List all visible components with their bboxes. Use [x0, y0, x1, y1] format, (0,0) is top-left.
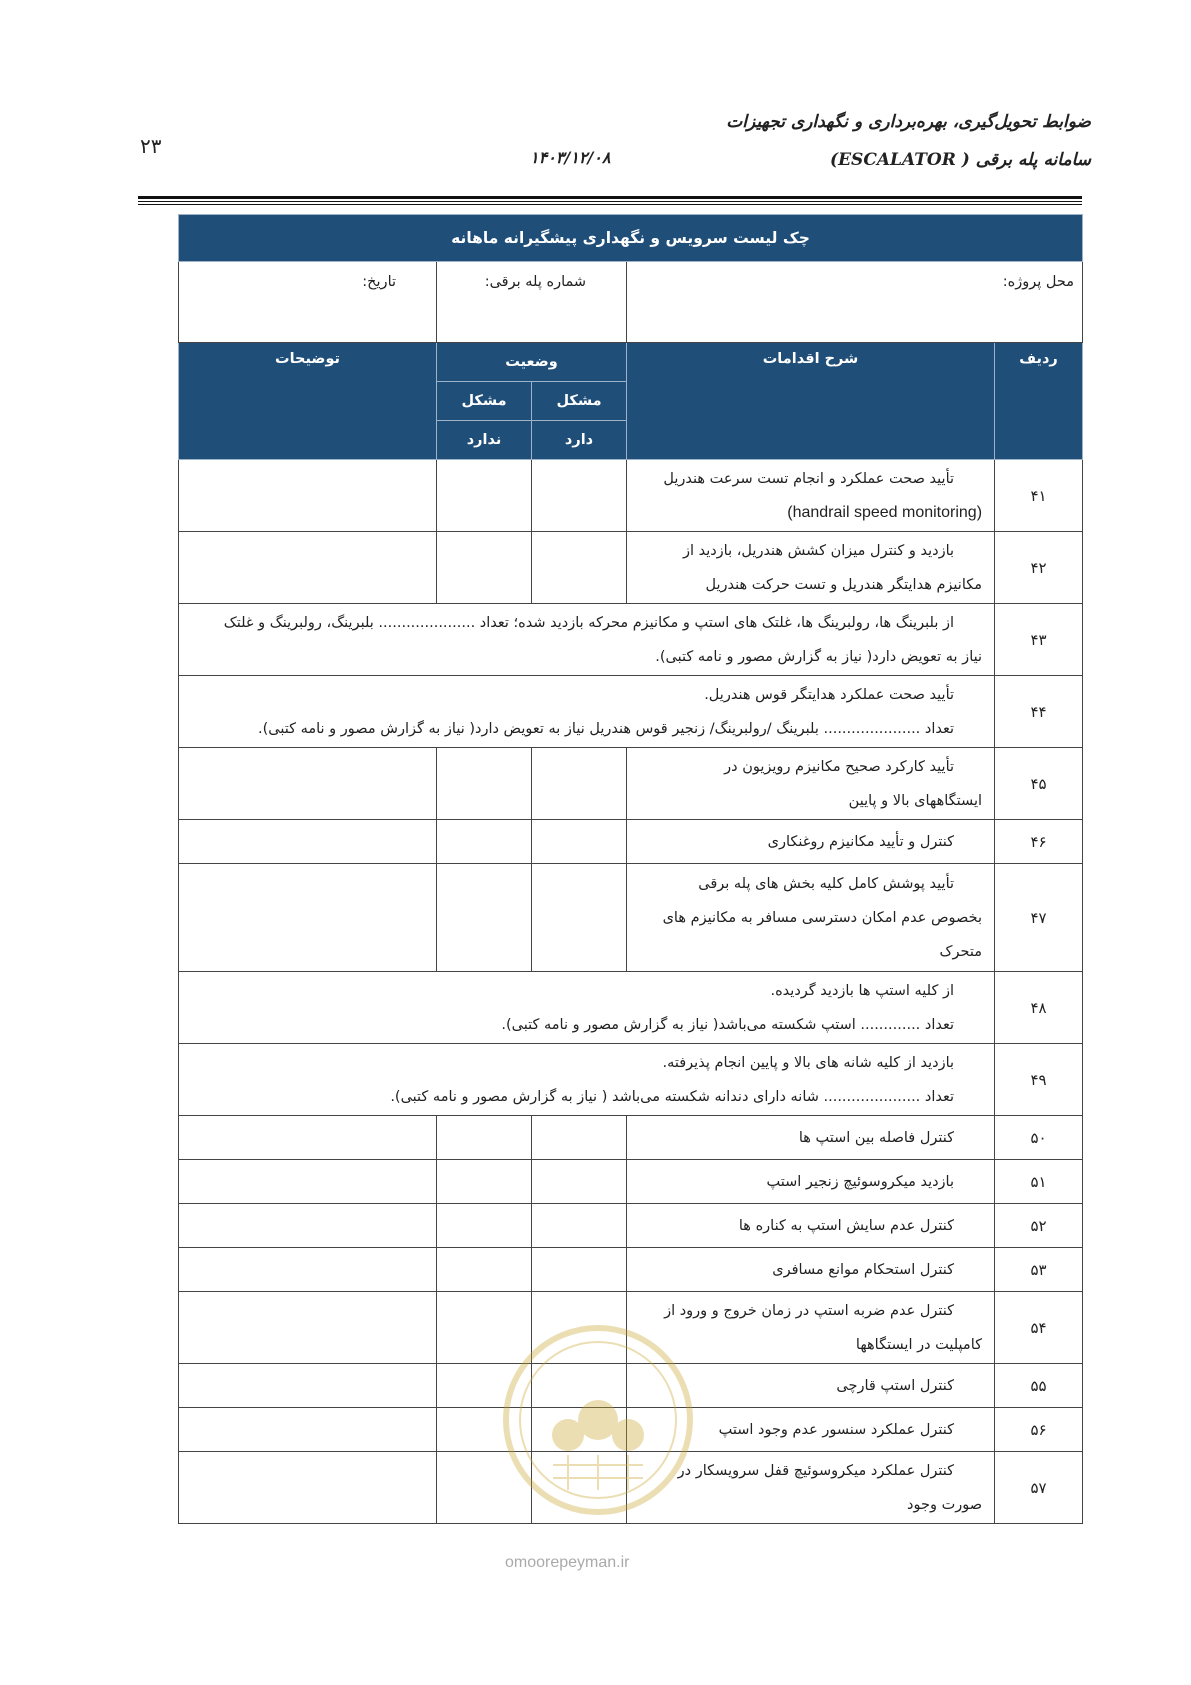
row-description-line: کنترل استپ قارچی: [836, 1377, 955, 1394]
row-description: [627, 864, 995, 972]
row-description-line: از کلیه استپ ها بازدید گردیده.: [770, 982, 955, 999]
row-description-line: نیاز به تعویض دارد( نیاز به گزارش مصور و نامه کتبی).: [655, 648, 983, 665]
row-description: [179, 1044, 995, 1116]
notes-cell[interactable]: [179, 1248, 437, 1292]
status-has-problem-cell[interactable]: [532, 1248, 627, 1292]
watermark-seal-icon: [498, 1320, 698, 1520]
table-row: [179, 1248, 1083, 1292]
row-description-line: بخصوص عدم امکان دسترسی مسافر به مکانیزم های: [662, 909, 983, 926]
status-has-problem-cell[interactable]: [532, 460, 627, 532]
table-row: [179, 1204, 1083, 1248]
row-number: ۴۱: [995, 460, 1083, 532]
notes-cell[interactable]: [179, 532, 437, 604]
header-rule-thin-2: [138, 204, 1082, 205]
row-number: ۴۵: [995, 748, 1083, 820]
row-number: ۵۷: [995, 1452, 1083, 1524]
row-number: ۴۷: [995, 864, 1083, 972]
status-no-problem-cell[interactable]: [437, 1248, 532, 1292]
status-has-problem-cell[interactable]: [532, 820, 627, 864]
row-number: ۴۸: [995, 972, 1083, 1044]
notes-cell[interactable]: [179, 1204, 437, 1248]
table-row: [179, 1044, 1083, 1116]
row-description-line: تأیید صحت عملکرد هدایتگر قوس هندریل.: [704, 686, 955, 703]
col-notes-header: توضیحات: [179, 343, 437, 460]
status-no-problem-cell[interactable]: [437, 1204, 532, 1248]
row-number: ۵۶: [995, 1408, 1083, 1452]
escalator-number-label: شماره پله برقی:: [437, 262, 627, 343]
row-description-line: تأیید پوشش کامل کلیه بخش های پله برقی: [698, 875, 955, 892]
notes-cell[interactable]: [179, 1160, 437, 1204]
row-number: ۵۴: [995, 1292, 1083, 1364]
row-description-line: متحرک: [939, 943, 983, 960]
row-description-line: کنترل عملکرد میکروسوئیچ قفل سرویسکار در: [677, 1462, 955, 1479]
table-row: [179, 972, 1083, 1044]
col-description-header: شرح اقدامات: [627, 343, 995, 460]
row-description: [627, 1160, 995, 1204]
row-description-line: تعداد ..................... شانه دارای دندانه شکسته می‌باشد ( نیاز به گزارش مصور و نامه کتبی).: [390, 1088, 955, 1105]
col-status-header: وضعیت: [437, 343, 627, 382]
row-description-line: کنترل و تأیید مکانیزم روغنکاری: [767, 833, 955, 850]
row-description-line: صورت وجود: [907, 1496, 983, 1513]
col-row-header: ردیف: [995, 343, 1083, 460]
status-no-problem-cell[interactable]: [437, 460, 532, 532]
row-description-line: تعداد ............. استپ شکسته می‌باشد( نیاز به گزارش مصور و نامه کتبی).: [501, 1016, 955, 1033]
table-row: [179, 820, 1083, 864]
watermark-site: omoorepeyman.ir: [505, 1554, 630, 1571]
table-row: [179, 604, 1083, 676]
status-has-problem-cell[interactable]: [532, 532, 627, 604]
status-has-problem-cell[interactable]: [532, 1204, 627, 1248]
table-row: [179, 1160, 1083, 1204]
table-row: [179, 1116, 1083, 1160]
notes-cell[interactable]: [179, 1116, 437, 1160]
status-no-problem-cell[interactable]: [437, 1160, 532, 1204]
status-no-problem-line1: مشکل: [437, 382, 532, 421]
row-description: [627, 1116, 995, 1160]
table-row: [179, 532, 1083, 604]
page-number: ۲۳: [140, 134, 162, 158]
document-date: ۱۴۰۳/۱۲/۰۸: [530, 148, 611, 167]
row-description-line: مکانیزم هدایتگر هندریل و تست حرکت هندریل: [705, 576, 983, 593]
row-description: [627, 532, 995, 604]
row-description: [627, 748, 995, 820]
row-number: ۴۴: [995, 676, 1083, 748]
date-label: تاریخ:: [179, 262, 437, 343]
status-no-problem-cell[interactable]: [437, 864, 532, 972]
row-description-line: بازدید و کنترل میزان کشش هندریل، بازدید از: [682, 542, 955, 559]
status-has-problem-cell[interactable]: [532, 1116, 627, 1160]
row-description: [627, 460, 995, 532]
row-number: ۵۵: [995, 1364, 1083, 1408]
status-has-problem-cell[interactable]: [532, 864, 627, 972]
row-number: ۴۹: [995, 1044, 1083, 1116]
table-row: [179, 748, 1083, 820]
status-no-problem-cell[interactable]: [437, 748, 532, 820]
row-description: [179, 676, 995, 748]
row-number: ۴۶: [995, 820, 1083, 864]
row-description-line: کنترل فاصله بین استپ ها: [798, 1129, 955, 1146]
row-description: [627, 1204, 995, 1248]
row-description-line: تعداد ..................... بلبرینگ /رولبرینگ/ زنجیر قوس هندریل نیاز به تعویض دارد( نیاز به گزارش مصور و نامه کتبی).: [257, 720, 955, 737]
status-has-problem-line1: مشکل: [532, 382, 627, 421]
header-rule-thin: [138, 201, 1082, 202]
status-no-problem-cell[interactable]: [437, 820, 532, 864]
row-description-line: کنترل عملکرد سنسور عدم وجود استپ: [718, 1421, 955, 1438]
document-title: ضوابط تحویل‌گیری، بهره‌برداری و نگهداری تجهیزات: [726, 112, 1091, 132]
table-row: [179, 460, 1083, 532]
row-number: ۵۱: [995, 1160, 1083, 1204]
status-no-problem-cell[interactable]: [437, 1116, 532, 1160]
row-number: ۵۲: [995, 1204, 1083, 1248]
table-row: [179, 864, 1083, 972]
notes-cell[interactable]: [179, 1364, 437, 1408]
row-description-line: کامپلیت در ایستگاهها: [855, 1336, 983, 1353]
table-row: [179, 676, 1083, 748]
row-number: ۵۰: [995, 1116, 1083, 1160]
status-no-problem-line2: ندارد: [437, 421, 532, 460]
row-description-line: تأیید صحت عملکرد و انجام تست سرعت هندریل: [663, 470, 955, 487]
row-description-line: بازدید از کلیه شانه های بالا و پایین انجام پذیرفته.: [662, 1054, 955, 1071]
status-no-problem-cell[interactable]: [437, 532, 532, 604]
row-description-line: تأیید کارکرد صحیح مکانیزم رویزیون در: [724, 758, 955, 775]
notes-cell[interactable]: [179, 1292, 437, 1364]
row-description-line: کنترل استحکام موانع مسافری: [772, 1261, 955, 1278]
project-location-label: محل پروژه:: [627, 262, 1083, 343]
row-number: ۵۳: [995, 1248, 1083, 1292]
notes-cell[interactable]: [179, 1452, 437, 1524]
checklist-title: چک لیست سرویس و نگهداری پیشگیرانه ماهانه: [179, 215, 1083, 262]
row-number: ۴۳: [995, 604, 1083, 676]
row-description-line: کنترل عدم سایش استپ به کناره ها: [738, 1217, 955, 1234]
status-has-problem-cell[interactable]: [532, 1160, 627, 1204]
row-description-line: (handrail speed monitoring): [787, 503, 983, 521]
notes-cell[interactable]: [179, 748, 437, 820]
row-description-line: بازدید میکروسوئیچ زنجیر استپ: [766, 1173, 955, 1190]
notes-cell[interactable]: [179, 820, 437, 864]
row-description: [179, 604, 995, 676]
row-description-line: از بلبرینگ ها، رولبرینگ ها، غلتک های استپ و مکانیزم محرکه بازدید شده؛ تعداد ..................... بلبرینگ، رولبرینگ و غلتک: [223, 614, 955, 631]
row-description: [627, 1248, 995, 1292]
header-rule-thick: [138, 196, 1082, 199]
row-description-line: کنترل عدم ضربه استپ در زمان خروج و ورود از: [664, 1302, 955, 1319]
row-description: [627, 820, 995, 864]
row-description-line: ایستگاههای بالا و پایین: [848, 792, 983, 809]
notes-cell[interactable]: [179, 1408, 437, 1452]
notes-cell[interactable]: [179, 864, 437, 972]
status-has-problem-line2: دارد: [532, 421, 627, 460]
notes-cell[interactable]: [179, 460, 437, 532]
row-number: ۴۲: [995, 532, 1083, 604]
status-has-problem-cell[interactable]: [532, 748, 627, 820]
row-description: [179, 972, 995, 1044]
document-subtitle: سامانه پله برقی ( ESCALATOR): [830, 150, 1091, 170]
